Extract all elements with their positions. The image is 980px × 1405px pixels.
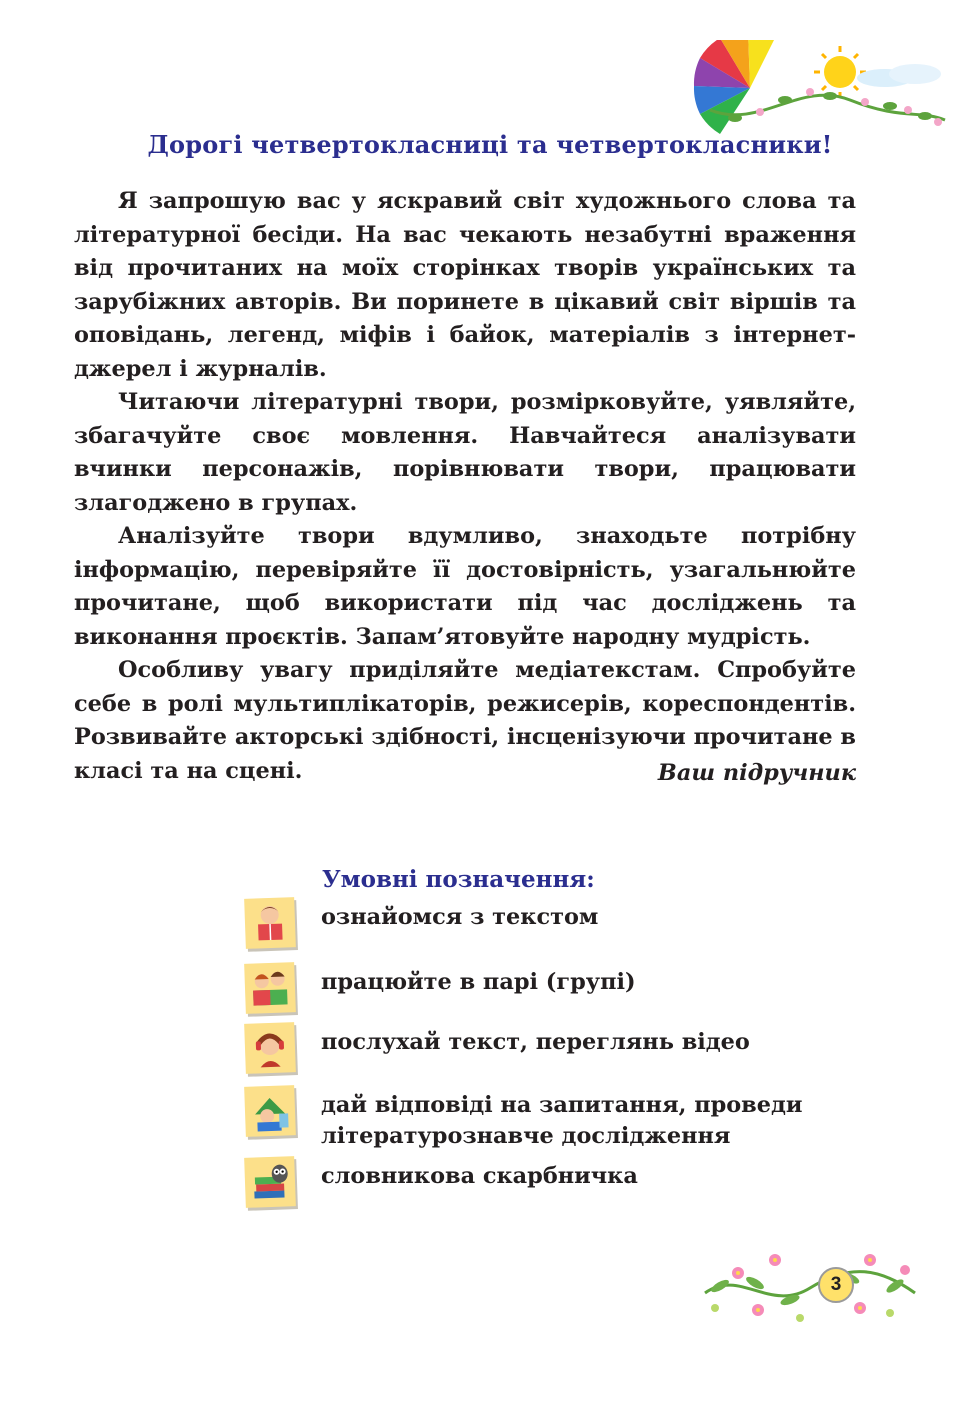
signature: Ваш підручник [657,760,856,786]
legend-label: працюйте в парі (групі) [321,969,636,995]
research-icon [244,1085,296,1137]
reading-child-icon [244,897,296,949]
intro-text [74,185,856,788]
legend-label: словникова скарбничка [321,1163,638,1189]
legend-title: Умовні позначення: [322,866,595,893]
page-number: 3 [818,1267,854,1303]
paragraph: Читаючи літературні твори, розмірковуйте, уявляйте, збагачуйте своє мовлення. Навчайтеся аналізувати вчинки персонажів, порівнювати твори, працювати злагоджено в групах. [74,389,856,516]
pair-work-icon [244,962,296,1014]
legend-label: ознайомся з текстом [321,904,599,930]
rainbow-sun-decoration [690,40,950,135]
greeting-heading: Дорогі четвертокласниці та четвертокласники! [147,130,833,159]
flower-footer-decoration [700,1238,920,1328]
paragraph: Я запрошую вас у яскравий світ художнього слова та літературної бесіди. На вас чекають незабутні враження від прочитаних на моїх сторінках творів українських та зарубіжних авторів. Ви поринете в цікавий світ віршів та оповідань, легенд, міфів і байок, матеріалів з інтернет-джерел і журналів. [74,188,856,382]
listening-icon [244,1022,296,1074]
paragraph: Аналізуйте твори вдумливо, знаходьте потрібну інформацію, перевіряйте її достовірність, узагальнюйте прочитане, щоб використати під час досліджень та виконання проєктів. Запам’ятовуйте народну мудрість. [74,523,856,650]
legend-label: послухай текст, переглянь відео [321,1029,750,1055]
paragraph: Особливу увагу приділяйте медіатекстам. Спробуйте себе в ролі мультиплікаторів, режисерів, кореспондентів. Розвивайте акторські здібності, інсценізуючи прочитане в класі та на сцені. [74,657,856,784]
dictionary-owl-icon [244,1156,296,1208]
legend-label: дай відповіді на запитання, проведи літературознавче дослідження [321,1092,803,1149]
